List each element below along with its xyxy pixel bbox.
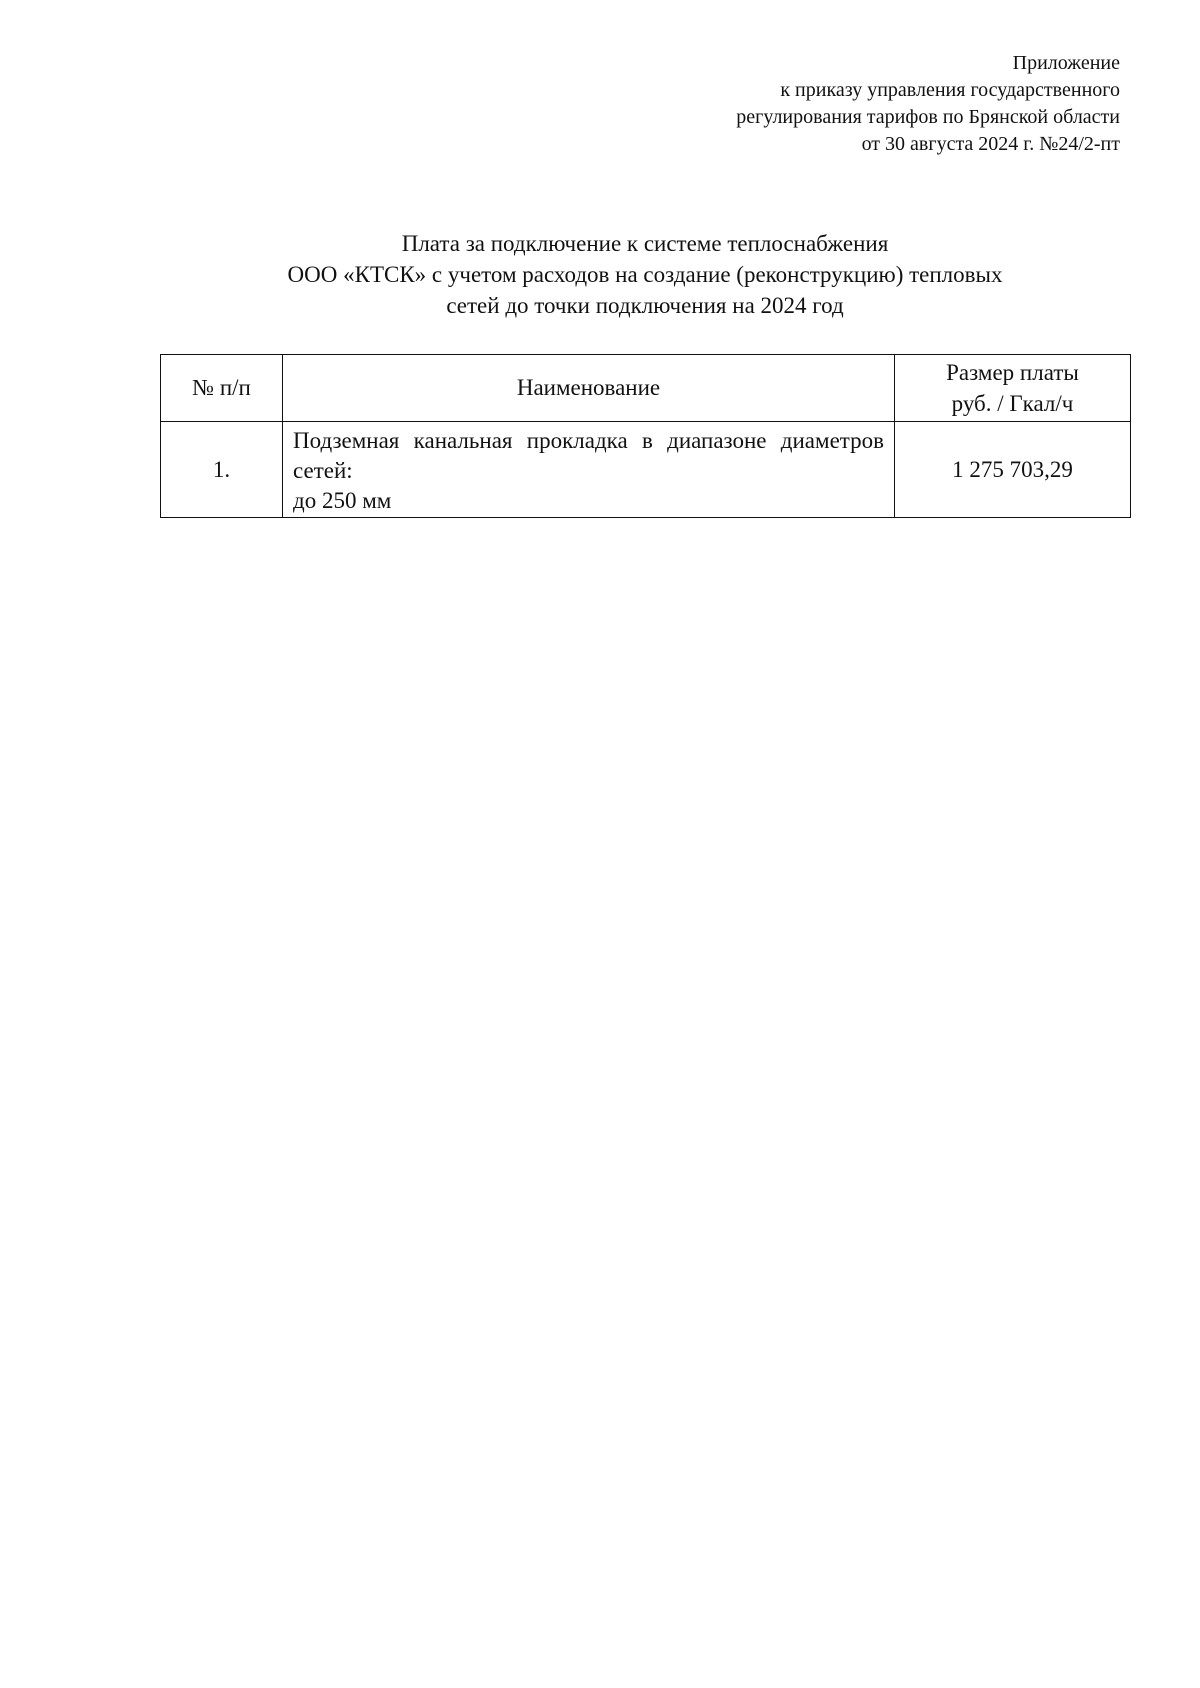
row-name-line2: до 250 мм — [293, 487, 392, 513]
title-line-2: ООО «КТСК» с учетом расходов на создание (реконструкцию) тепловых — [287, 262, 1003, 287]
row-fee: 1 275 703,29 — [894, 422, 1130, 518]
appendix-order-ref: к приказу управления государственного — [780, 79, 1120, 101]
header-fee — [894, 355, 1130, 422]
title-line-1: Плата за подключение к системе теплоснабжения — [401, 231, 889, 256]
appendix-authority: регулирования тарифов по Брянской области — [736, 106, 1120, 128]
appendix-title: Приложение — [1012, 52, 1120, 74]
document-title — [0, 228, 1200, 321]
header-name: Наименование — [283, 355, 895, 422]
table-row — [161, 422, 1131, 518]
header-fee-line2: руб. / Гкал/ч — [951, 391, 1074, 416]
fee-table — [160, 354, 1131, 518]
header-fee-line1: Размер платы — [946, 360, 1079, 385]
row-name — [283, 422, 895, 518]
appendix-date-number: от 30 августа 2024 г. №24/2-пт — [861, 133, 1120, 155]
header-num: № п/п — [161, 355, 283, 422]
appendix-header — [736, 50, 1120, 158]
title-line-3: сетей до точки подключения на 2024 год — [446, 293, 844, 318]
row-name-line1: Подземная канальная прокладка в диапазоне диаметров сетей: — [293, 427, 884, 483]
table-header-row — [161, 355, 1131, 422]
row-num: 1. — [161, 422, 283, 518]
